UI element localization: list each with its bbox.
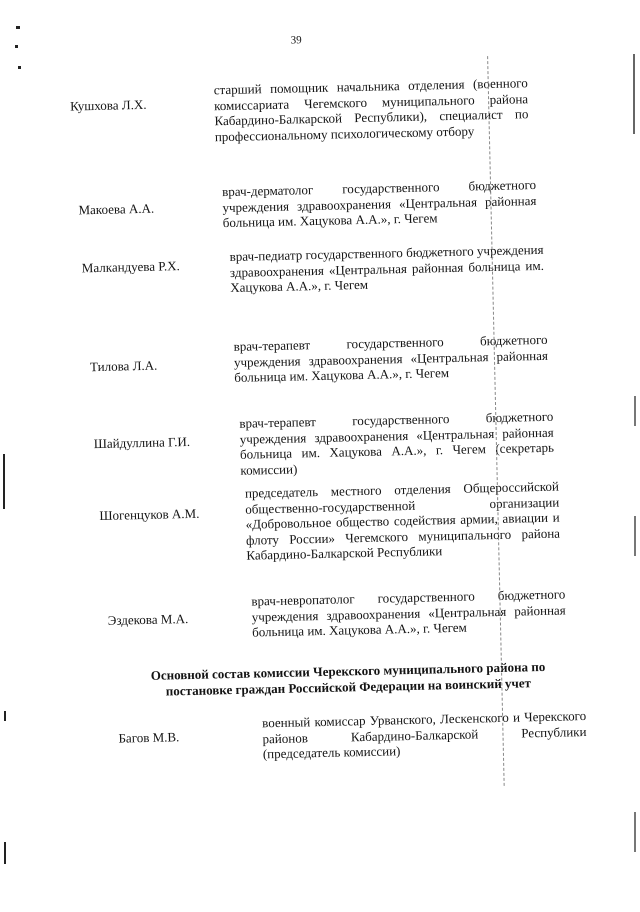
member-name: Малкандуева Р.Х. (81, 258, 180, 276)
member-name: Тилова Л.А. (89, 357, 158, 375)
scan-speck (15, 45, 18, 48)
page-number: 39 (290, 34, 302, 47)
member-description: врач-терапевт государственного бюджетного учреждения здравоохранения «Центральная районная больница им. Хацукова А.А.», г. Чегем (секретарь комиссии) (239, 408, 555, 478)
scan-edge-mark (3, 454, 5, 509)
scan-edge-mark (634, 516, 636, 556)
member-description: военный комиссар Урванского, Лескенского и Черекского районов Кабардино-Балкарской Республики (председатель комиссии) (262, 708, 587, 762)
scan-edge-mark (633, 54, 635, 134)
member-description: председатель местного отделения Общероссийской общественно-государственной организации «Добровольное общество содействия армии, авиации и флоту России» Чегемского муниципального района Кабардино-Балкарской Республики (244, 478, 561, 563)
scan-speck (18, 66, 21, 69)
member-description: врач-педиатр государственного бюджетного учреждения здравоохранения «Центральная районная больница им. Хацукова А.А.», г. Чегем (229, 241, 545, 295)
member-description: старший помощник начальника отделения (военного комиссариата Чегемского муниципального района Кабардино-Балкарской Республики), специалист по профессиональному психологическому отбору (213, 75, 529, 144)
member-name: Эздекова М.А. (107, 611, 189, 628)
member-name: Макоева А.А. (78, 200, 155, 218)
member-name: Шогенцуков А.М. (99, 505, 200, 524)
member-name: Багов М.В. (118, 729, 180, 746)
member-description: врач-дерматолог государственного бюджетного учреждения здравоохранения «Центральная районная больница им. Хацукова А.А.», г. Чегем (221, 177, 537, 231)
scan-edge-mark (4, 711, 6, 721)
member-name: Шайдуллина Г.И. (93, 433, 191, 452)
member-description: врач-терапевт государственного бюджетного учреждения здравоохранения «Центральная районная больница им. Хацукова А.А.», г. Чегем (233, 331, 549, 385)
scan-edge-mark (634, 812, 636, 852)
scan-edge-mark (634, 396, 636, 426)
member-description: врач-невропатолог государственного бюджетного учреждения здравоохранения «Центральная районная больница им. Хацукова А.А.», г. Чегем (251, 586, 566, 640)
scan-speck (16, 26, 20, 29)
section-heading: Основной состав комиссии Черекского муниципального района по постановке граждан Российской Федерации на воинский учет (150, 658, 546, 699)
scan-edge-mark (4, 842, 6, 864)
member-name: Кушхова Л.Х. (69, 96, 147, 114)
